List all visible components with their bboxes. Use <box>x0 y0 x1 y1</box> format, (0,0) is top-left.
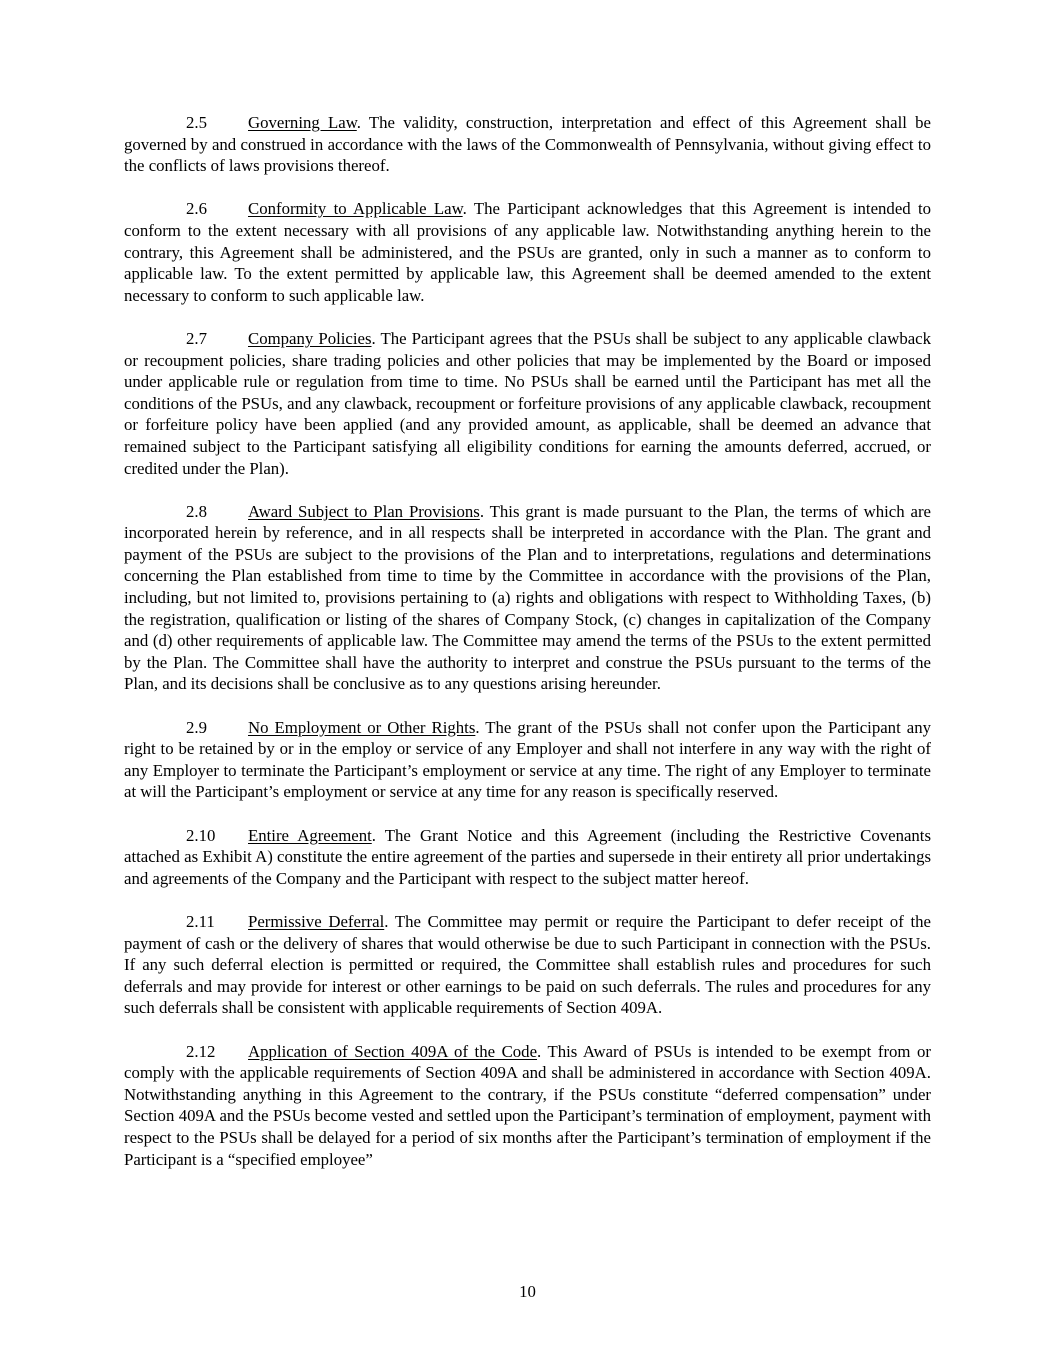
section-heading: Award Subject to Plan Provisions <box>248 501 480 521</box>
section-heading: Application of Section 409A of the Code <box>248 1041 538 1061</box>
section-2-9 <box>124 717 931 803</box>
section-2-5 <box>124 112 931 177</box>
section-body: . The validity, construction, interpretation and effect of this Agreement shall be governed by and construed in accordance with the laws of the Commonwealth of Pennsylvania, without giving effect to the conflicts of laws provisions thereof. <box>124 113 931 176</box>
section-2-8 <box>124 501 931 695</box>
section-number: 2.8 <box>186 501 207 521</box>
section-number: 2.11 <box>186 911 215 931</box>
section-heading: Governing Law <box>248 113 357 132</box>
document-page <box>124 112 931 1192</box>
section-body: . The Committee may permit or require the Participant to defer receipt of the payment of cash or the delivery of shares that would otherwise be due to such Participant in connection with the PSUs. If any such deferral election is permitted or required, the Committee shall establish rules and procedures for such deferrals and may provide for interest or other earnings to be paid on such deferrals. The rules and procedures for any such deferrals shall be consistent with applicable requirements of Section 409A. <box>124 911 931 1018</box>
section-number: 2.9 <box>186 717 207 737</box>
section-2-6 <box>124 198 931 306</box>
section-body: . The Grant Notice and this Agreement (including the Restrictive Covenants attached as Exhibit A) constitute the entire agreement of the parties and supersede in their entirety all prior undertakings and agreements of the Company and the Participant with respect to the subject matter hereof. <box>124 825 931 888</box>
section-body: . The Participant agrees that the PSUs shall be subject to any applicable clawback or recoupment policies, share trading policies and other policies that may be implemented by the Board or imposed under applicable rule or regulation from time to time. No PSUs shall be earned until the Participant has met all the conditions of the PSUs, and any clawback, recoupment or forfeiture provisions of any applicable clawback, recoupment or forfeiture policy have been applied (and any provided amount, as applicable, shall be deemed an advance that remained subject to the Participant satisfying all eligibility conditions for earning the amounts deferred, accrued, or credited under the Plan). <box>124 328 931 478</box>
section-number: 2.12 <box>186 1041 216 1061</box>
section-number: 2.6 <box>186 199 207 219</box>
section-body: . The Participant acknowledges that this Agreement is intended to conform to the extent necessary with all provisions of any applicable law. Notwithstanding anything herein to the contrary, this Agreement shall be administered, and the PSUs are granted, only in such a manner as to conform to applicable law. To the extent permitted by applicable law, this Agreement shall be deemed amended to the extent necessary to conform to such applicable law. <box>124 199 931 305</box>
page-number: 10 <box>519 1282 536 1301</box>
section-2-12 <box>124 1041 931 1171</box>
section-body: . This grant is made pursuant to the Plan, the terms of which are incorporated herein by reference, and in all respects shall be interpreted in accordance with the Plan. The grant and payment of the PSUs are subject to the provisions of the Plan and to interpretations, regulations and determinations concerning the Plan established from time to time by the Committee in accordance with the provisions of the Plan, including, but not limited to, provisions pertaining to (a) rights and obligations with respect to Withholding Taxes, (b) the registration, qualification or listing of the shares of Company Stock, (c) changes in capitalization of the Company and (d) other requirements of applicable law. The Committee may amend the terms of the PSUs to the extent permitted by the Plan. The Committee shall have the authority to interpret and construe the PSUs pursuant to the terms of the Plan, and its decisions shall be conclusive as to any questions arising hereunder. <box>124 501 931 694</box>
section-number: 2.10 <box>186 825 216 845</box>
section-heading: Company Policies <box>248 328 372 348</box>
section-body: . The grant of the PSUs shall not confer upon the Participant any right to be retained by or in the employ or service of any Employer and shall not interfere in any way with the right of any Employer to terminate the Participant’s employment or service at any time. The right of any Employer to terminate at will the Participant’s employment or service at any time for any reason is specifically reserved. <box>124 717 931 802</box>
section-number: 2.5 <box>186 113 207 132</box>
section-2-7 <box>124 328 931 479</box>
section-number: 2.7 <box>186 328 207 348</box>
section-2-11 <box>124 911 931 1019</box>
section-2-10 <box>124 825 931 890</box>
section-heading: Conformity to Applicable Law <box>248 199 463 219</box>
section-heading: Permissive Deferral <box>248 911 385 931</box>
section-body: . This Award of PSUs is intended to be exempt from or comply with the applicable requirements of Section 409A and shall be administered in accordance with Section 409A. Notwithstanding anything in this Agreement to the contrary, if the PSUs constitute “deferred compensation” under Section 409A and the PSUs become vested and settled upon the Participant’s termination of employment, payment with respect to the PSUs shall be delayed for a period of six months after the Participant’s termination of employment if the Participant is a “specified employee” <box>124 1041 931 1169</box>
section-heading: Entire Agreement <box>248 825 372 845</box>
section-heading: No Employment or Other Rights <box>248 717 476 737</box>
